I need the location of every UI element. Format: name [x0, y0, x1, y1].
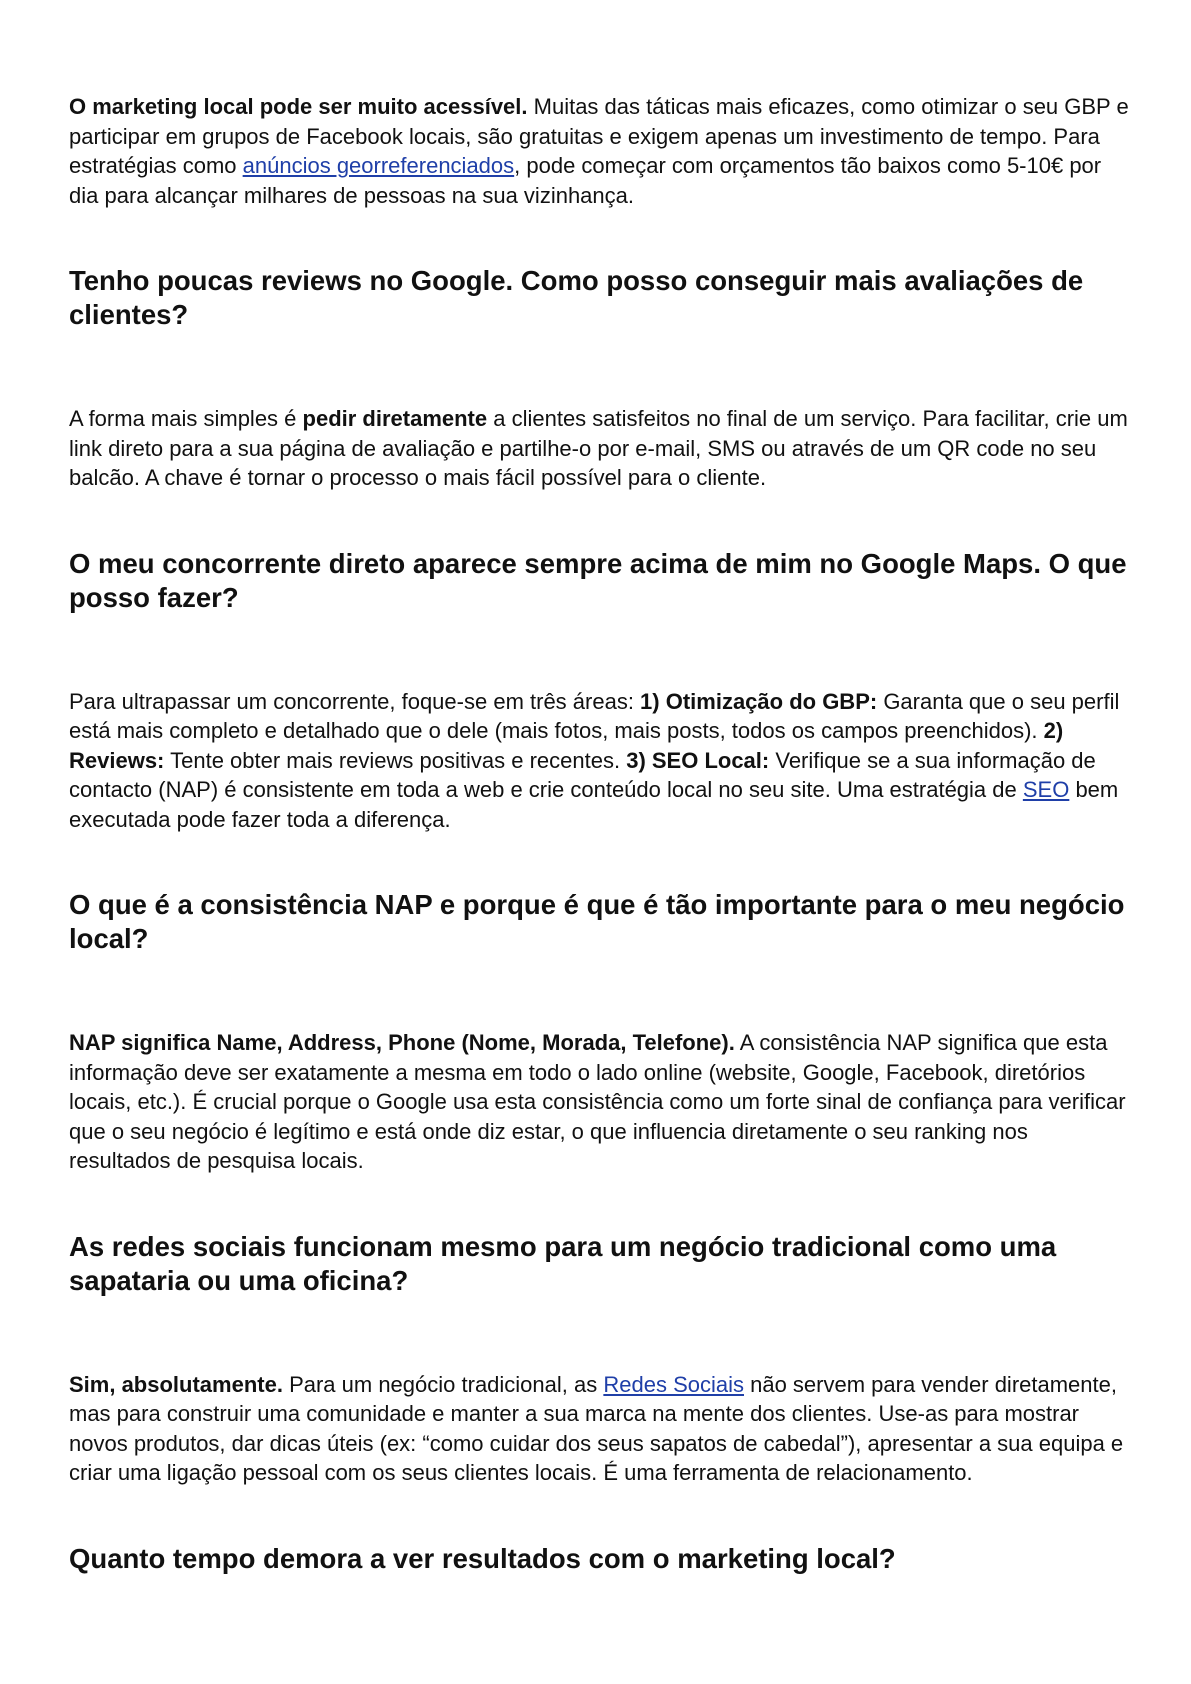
- link-seo[interactable]: SEO: [1022, 777, 1070, 802]
- paragraph-social: Sim, absolutamente. Para um negócio tradicional, as Redes Sociais não servem para vender diretamente, mas para construir uma comunidade e manter a sua marca na mente dos clientes. Use-as para mostrar novos produtos, dar dicas úteis (ex: “como cuidar dos seus sapatos de cabedal”), apresentar a sua equipa e criar uma ligação pessoal com os seus clientes locais. É uma ferramenta de relacionamento.: [69, 1371, 1124, 1485]
- paragraph-competitor: Para ultrapassar um concorrente, foque-se em três áreas: 1) Otimização do GBP: Garanta que o seu perfil está mais completo e detalhado que o dele (mais fotos, mais posts, todos os campos preenchidos). 2) Reviews: Tente obter mais reviews positivas e recentes. 3) SEO Local: Verifique se a sua informação de contacto (NAP) é consistente em toda a web e crie conteúdo local no seu site. Uma estratégia de SEO bem executada pode fazer toda a diferença.: [69, 688, 1120, 832]
- link-redes-sociais[interactable]: Redes Sociais: [603, 1371, 744, 1397]
- paragraph-reviews: A forma mais simples é pedir diretamente a clientes satisfeitos no final de um serviço. Para facilitar, crie um link direto para a sua página de avaliação e partilhe-o por e-mail, SMS ou através de um QR code no seu balcão. A chave é tornar o processo o mais fácil possível para o cliente.: [69, 406, 1128, 490]
- question-heading-competitor: O meu concorrente direto aparece sempre acima de mim no Google Maps. O que posso fazer?: [69, 547, 1127, 613]
- bold-phrase: 2) Reviews:: [69, 718, 1064, 773]
- question-heading-results-time: Quanto tempo demora a ver resultados com o marketing local?: [69, 1542, 896, 1574]
- bold-phrase: 3) SEO Local:: [626, 747, 770, 773]
- bold-phrase: NAP significa Name, Address, Phone (Nome, Morada, Telefone).: [69, 1030, 735, 1055]
- paragraph-cost: O marketing local pode ser muito acessível. Muitas das táticas mais eficazes, como otimizar o seu GBP e participar em grupos de Facebook locais, são gratuitas e exigem apenas um investimento de tempo. Para estratégias como anúncios georreferenciados, pode começar com orçamentos tão baixos como 5-10€ por dia para alcançar milhares de pessoas na sua vizinhança.: [69, 94, 1129, 208]
- paragraph-nap: NAP significa Name, Address, Phone (Nome, Morada, Telefone). A consistência NAP significa que esta informação deve ser exatamente a mesma em todo o lado online (website, Google, Facebook, diretórios locais, etc.). É crucial porque o Google usa esta consistência como um forte sinal de confiança para verificar que o seu negócio é legítimo e está onde diz estar, o que influencia diretamente o seu ranking nos resultados de pesquisa locais.: [69, 1030, 1126, 1173]
- bold-phrase: pedir diretamente: [302, 406, 488, 431]
- question-heading-social: As redes sociais funcionam mesmo para um negócio tradicional como uma sapataria ou uma oficina?: [69, 1230, 1057, 1296]
- document-page: [69, 92, 1129, 1576]
- bold-phrase: O marketing local pode ser muito acessível.: [69, 94, 528, 119]
- bold-phrase: Sim, absolutamente.: [69, 1371, 283, 1397]
- bold-phrase: 1) Otimização do GBP:: [640, 688, 878, 714]
- question-heading-reviews: Tenho poucas reviews no Google. Como posso conseguir mais avaliações de clientes?: [69, 265, 1084, 330]
- question-heading-nap: O que é a consistência NAP e porque é que é tão importante para o meu negócio local?: [69, 889, 1125, 954]
- link-anuncios-georreferenciados[interactable]: anúncios georreferenciados: [242, 153, 515, 178]
